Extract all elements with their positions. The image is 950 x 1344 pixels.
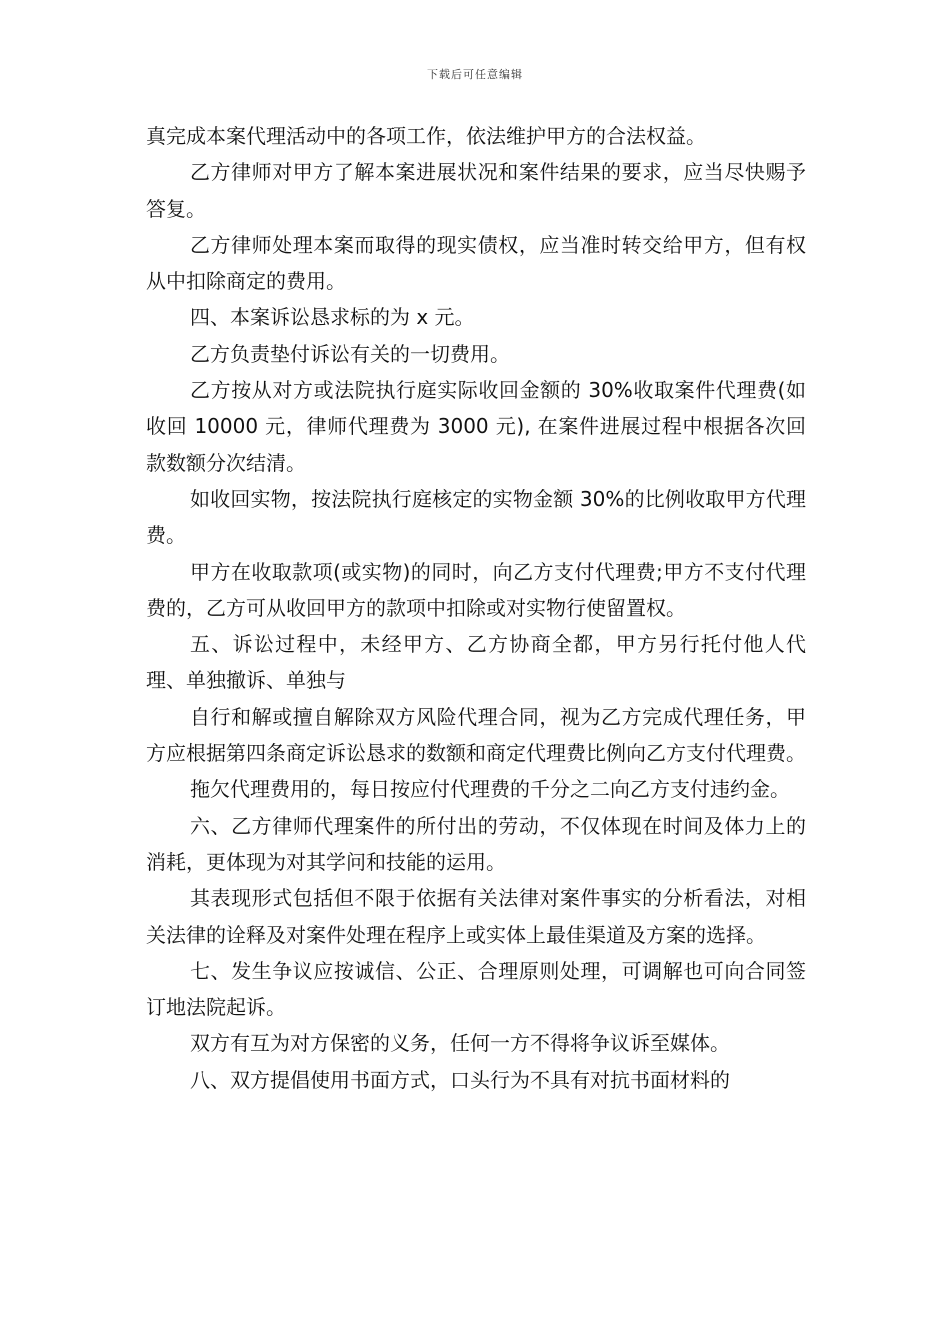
paragraph: 八、双方提倡使用书面方式，口头行为不具有对抗书面材料的 [190,1067,730,1092]
paragraph: 四、本案诉讼恳求标的为 x 元。 [190,305,475,330]
document-body [146,118,806,1098]
page-header: 下载后可任意编辑 [427,68,523,81]
paragraph: 真完成本案代理活动中的各项工作，依法维护甲方的合法权益。 [146,124,706,148]
paragraph: 乙方律师对甲方了解本案进展状况和案件结果的要求，应当尽快赐予答复。 [146,160,806,221]
paragraph: 如收回实物，按法院执行庭核定的实物金额 30%的比例收取甲方代理费。 [146,486,806,548]
paragraph: 乙方律师处理本案而取得的现实债权，应当准时转交给甲方，但有权从中扣除商定的费用。 [146,232,806,294]
paragraph: 拖欠代理费用的，每日按应付代理费的千分之二向乙方支付违约金。 [190,777,790,802]
paragraph: 乙方负责垫付诉讼有关的一切费用。 [190,341,510,366]
paragraph: 六、乙方律师代理案件的所付出的劳动，不仅体现在时间及体力上的消耗，更体现为对其学问和技能的运用。 [146,813,806,874]
paragraph: 乙方按从对方或法院执行庭实际收回金额的 30%收取案件代理费(如收回 10000 元，律师代理费为 3000 元), 在案件进展过程中根据各次回款数额分次结清。 [146,378,806,475]
paragraph: 其表现形式包括但不限于依据有关法律对案件事实的分析看法，对相关法律的诠释及对案件处理在程序上或实体上最佳渠道及方案的选择。 [146,886,806,947]
paragraph: 自行和解或擅自解除双方风险代理合同，视为乙方完成代理任务，甲方应根据第四条商定诉讼恳求的数额和商定代理费比例向乙方支付代理费。 [146,704,806,766]
paragraph: 双方有互为对方保密的义务，任何一方不得将争议诉至媒体。 [190,1031,730,1056]
paragraph: 五、诉讼过程中，未经甲方、乙方协商全都，甲方另行托付他人代理、单独撤诉、单独与 [146,632,806,693]
paragraph: 甲方在收取款项(或实物)的同时，向乙方支付代理费;甲方不支付代理费的，乙方可从收回甲方的款项中扣除或对实物行使留置权。 [146,559,806,620]
paragraph: 七、发生争议应按诚信、公正、合理原则处理，可调解也可向合同签订地法院起诉。 [146,958,806,1020]
